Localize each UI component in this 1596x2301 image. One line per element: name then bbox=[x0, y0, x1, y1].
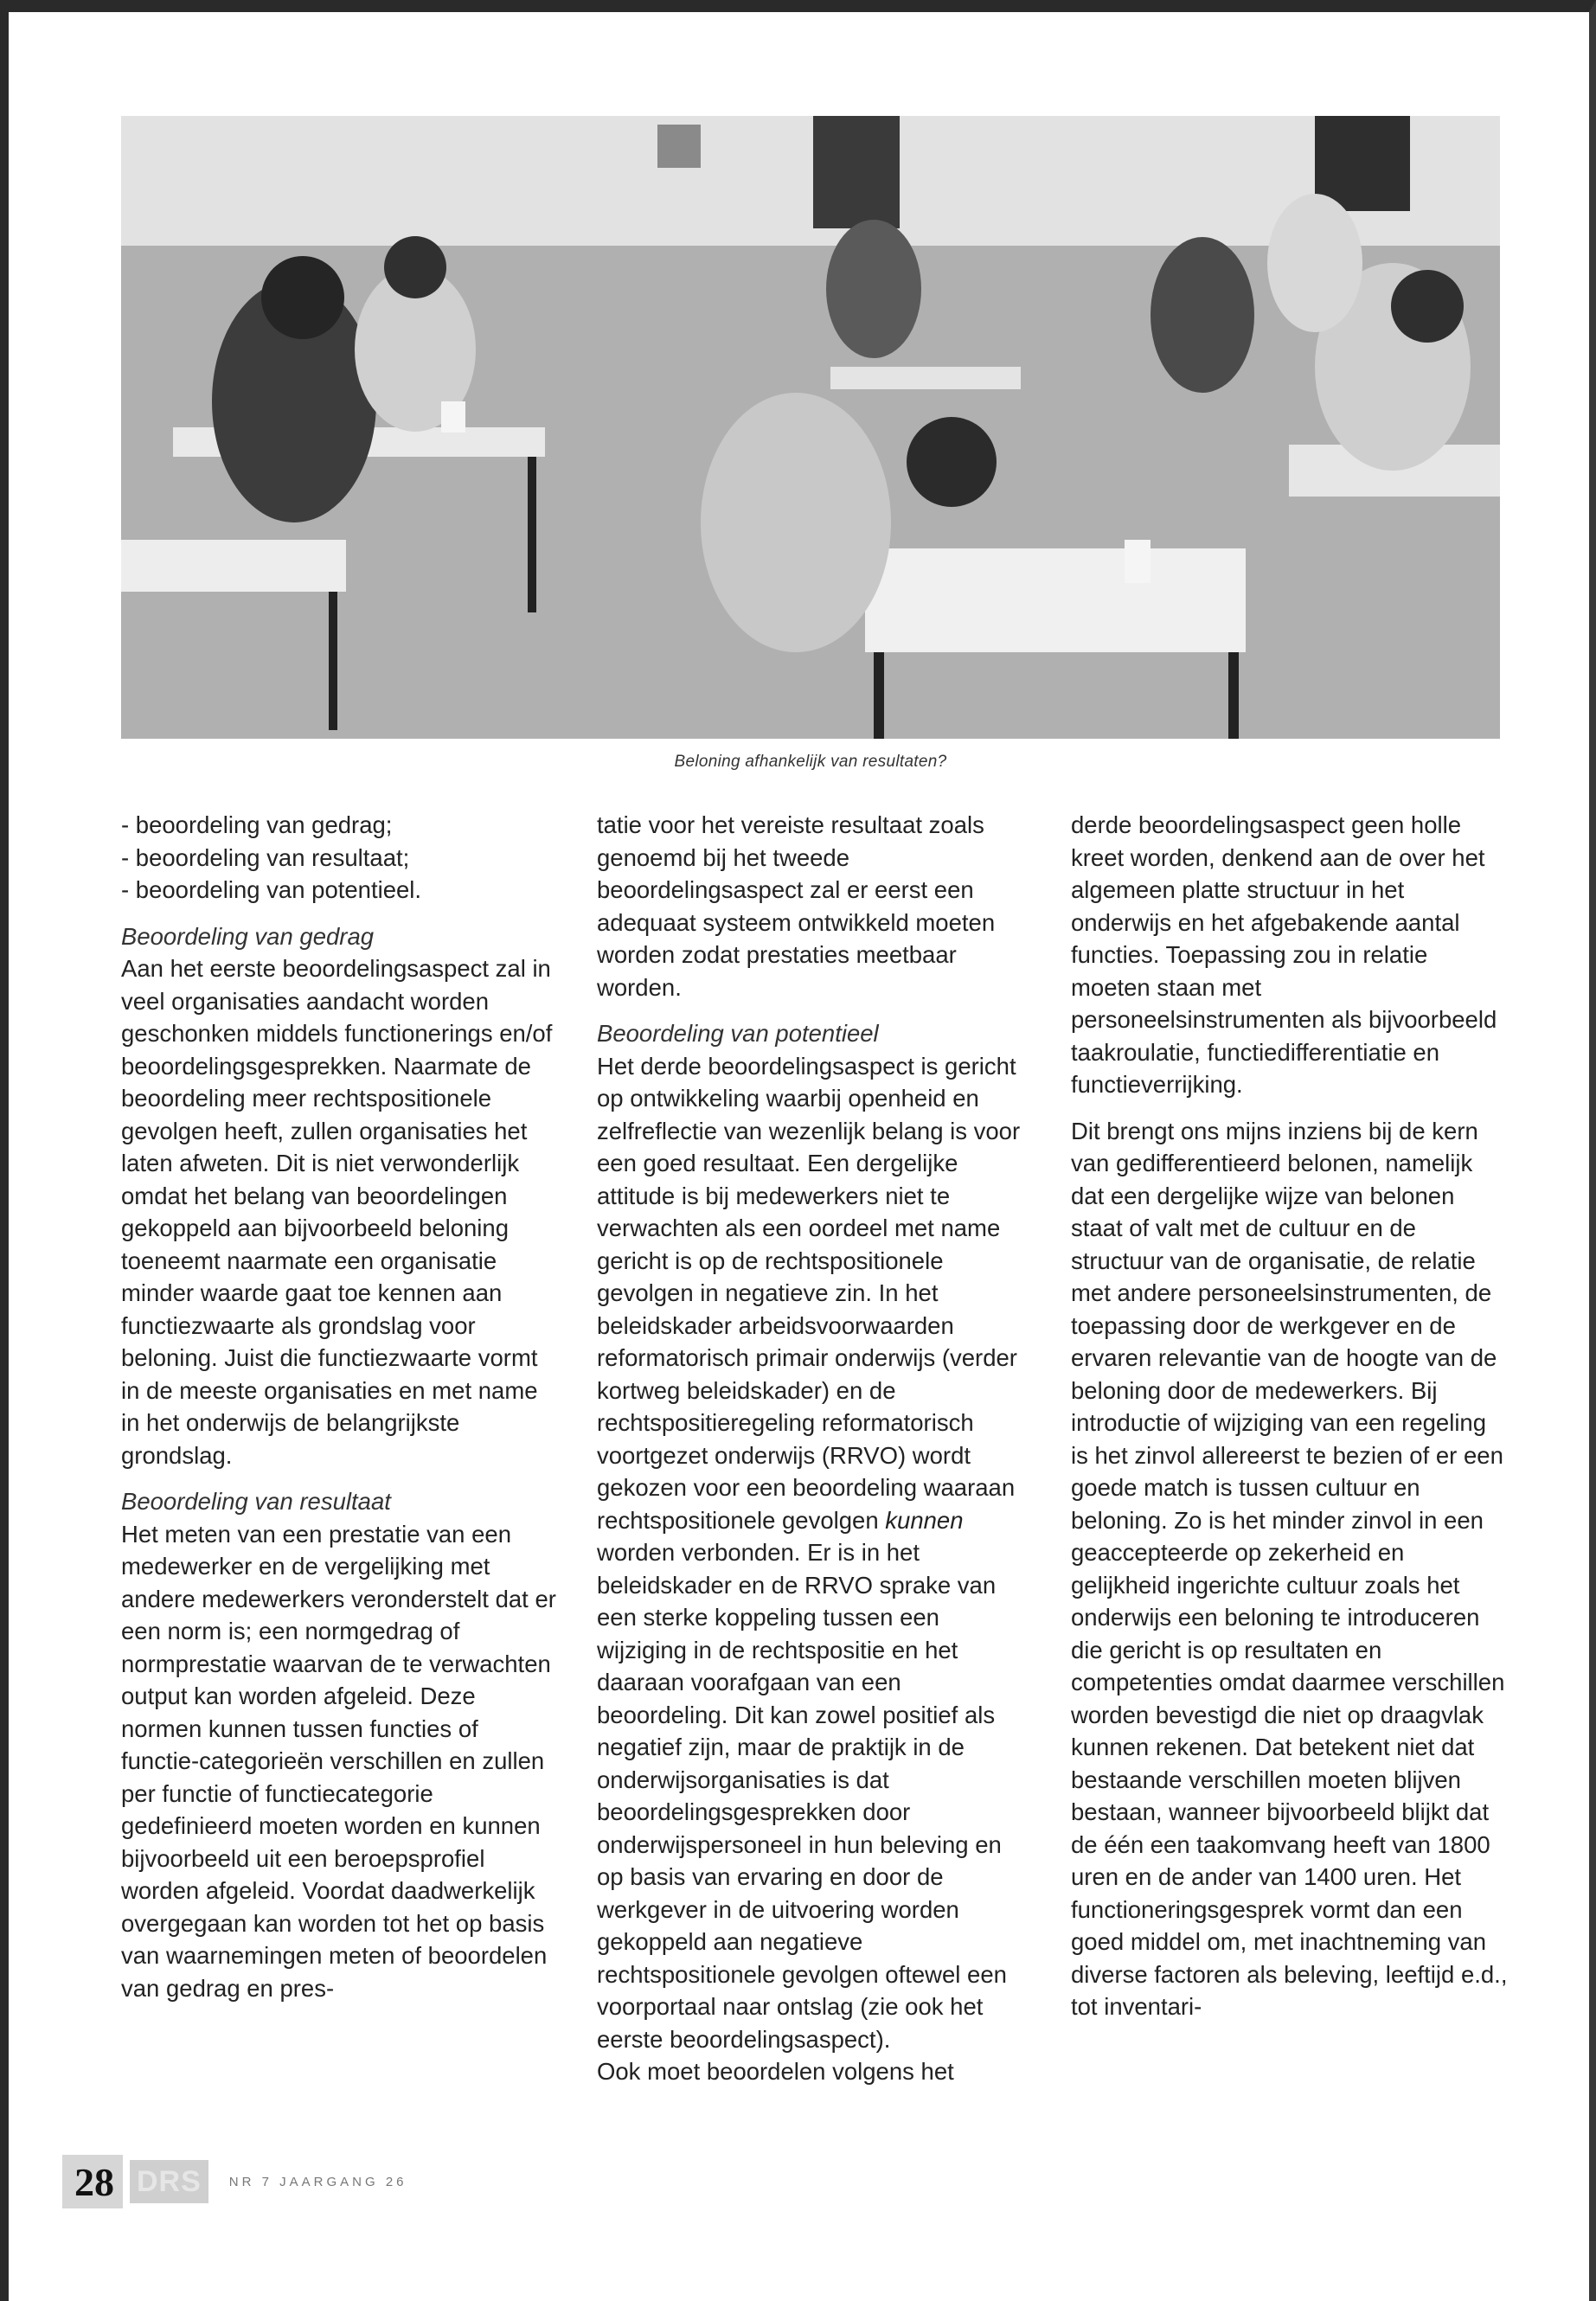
desk-leg bbox=[1228, 652, 1239, 739]
section-body: Het meten van een prestatie van een medewerker en de vergelijking met andere medewerkers veronderstelt dat er een norm is; een normgedrag of normprestatie waarvan de te verwachten output kan worden afgeleid. Deze normen kunnen tussen functies of functie-categorieën verschillen en zullen per functie of functiecategorie gedefinieerd moeten worden en kunnen bijvoorbeeld uit een beroepsprofiel worden afgeleid. Voordat daadwerkelijk overgegaan kan worden tot het op basis van waarnemingen meten of beoordelen van gedrag en pres- bbox=[121, 1520, 556, 2002]
paragraph: Ook moet beoordelen volgens het bbox=[597, 2058, 954, 2085]
text-column-1 bbox=[121, 809, 558, 2018]
student-figure bbox=[1151, 237, 1254, 393]
desk-leg bbox=[528, 457, 536, 612]
student-head bbox=[1391, 270, 1464, 343]
bullet-list bbox=[121, 809, 558, 907]
cup bbox=[1125, 540, 1151, 583]
photo-illustration bbox=[121, 116, 1500, 739]
paragraph: derde beoordelingsaspect geen holle kreet worden, denkend aan de over het algemeen platte structuur in het onderwijs en het afgebakende aantal functies. Toepassing zou in relatie moeten staan met personeelsinstrumenten als bijvoorbeeld taakroulatie, functiedifferentiatie en functieverrijking. bbox=[1071, 811, 1497, 1098]
emphasis-text: kunnen bbox=[885, 1506, 964, 1534]
text-column-3 bbox=[1071, 809, 1508, 2037]
section-body: Aan het eerste beoordelingsaspect zal in veel organisaties aandacht worden geschonken middels functionerings en/of beoordelingsgesprekken. Naarmate de beoordeling meer rechtspositionele gevolgen heeft, zullen organisaties het laten afweten. Dit is niet verwonderlijk omdat het belang van beoordelingen gekoppeld aan bijvoorbeeld beloning toeneemt naarmate een organisatie minder waarde gaat toe kennen aan functiezwaarte als grondslag voor beloning. Juist die functiezwaarte vormt in de meeste organisaties en met name in het onderwijs de belangrijkste grondslag. bbox=[121, 955, 553, 1469]
exam-hall-photo bbox=[121, 116, 1500, 739]
paragraph: tatie voor het vereiste resultaat zoals genoemd bij het tweede beoordelingsaspect zal er eerst een adequaat systeem ontwikkeld moeten worden zodat prestaties meetbaar worden. bbox=[597, 811, 996, 1001]
list-item: - beoordeling van potentieel. bbox=[121, 876, 422, 903]
list-item: - beoordeling van resultaat; bbox=[121, 843, 410, 871]
text-column-2 bbox=[597, 809, 1034, 2102]
student-figure bbox=[826, 220, 921, 358]
desk-leg bbox=[329, 592, 337, 730]
list-item: - beoordeling van gedrag; bbox=[121, 811, 393, 838]
desk-leg bbox=[874, 652, 884, 739]
student-figure bbox=[701, 393, 891, 652]
photo-caption: Beloning afhankelijk van resultaten? bbox=[674, 753, 947, 771]
page-number: 28 bbox=[62, 2155, 123, 2208]
desk bbox=[121, 540, 346, 592]
section-gedrag bbox=[121, 920, 558, 1472]
section-body-continued: worden verbonden. Er is in het beleidskader en de RRVO sprake van een sterke koppeling tussen een wijziging in de rechtspositie en het daaraan voorafgaan van een beoordeling. Dit kan zowel positief als negatief zijn, maar de praktijk in de onderwijsorganisaties is dat beoordelingsgesprekken door onderwijspersoneel in hun beleving en op basis van ervaring en door de werkgever in de uitvoering worden gekoppeld aan negatieve rechtspositionele gevolgen oftewel een voorportaal naar ontslag (zie ook het eerste beoordelingsaspect). bbox=[597, 1539, 1007, 2053]
student-head bbox=[384, 236, 446, 298]
section-heading: Beoordeling van gedrag bbox=[121, 922, 375, 950]
student-figure bbox=[1267, 194, 1362, 332]
section-potentieel bbox=[597, 1017, 1034, 2055]
wall-picture bbox=[657, 125, 701, 168]
doorway-right bbox=[1315, 116, 1410, 211]
cup bbox=[441, 401, 465, 433]
magazine-logo: DRS bbox=[130, 2160, 208, 2203]
issue-info: NR 7 JAARGANG 26 bbox=[228, 2174, 407, 2189]
section-heading: Beoordeling van potentieel bbox=[597, 1020, 879, 1047]
desk bbox=[830, 367, 1021, 389]
doorway bbox=[813, 116, 900, 228]
student-head bbox=[261, 256, 344, 339]
section-resultaat bbox=[121, 1485, 558, 2004]
section-body: Het derde beoordelingsaspect is gericht op ontwikkeling waarbij openheid en zelfreflectie van wezenlijk belang is voor een goed resultaat. Een dergelijke attitude is bij medewerkers niet te verwachten als een oordeel met name gericht is op de rechtspositionele gevolgen in negatieve zin. In het beleidskader arbeidsvoorwaarden reformatorisch primair onderwijs (verder kortweg beleidskader) en de rechtspositieregeling reformatorisch voortgezet onderwijs (RRVO) wordt gekozen voor een beoordeling waaraan rechtspositionele gevolgen bbox=[597, 1052, 1021, 1534]
page-footer bbox=[62, 2154, 581, 2209]
student-head bbox=[907, 417, 997, 507]
desk bbox=[865, 548, 1246, 652]
paragraph: Dit brengt ons mijns inziens bij de kern van gedifferentieerd belonen, namelijk dat een dergelijke wijze van belonen staat of valt met de cultuur en de structuur van de organisatie, de relatie met andere personeelsinstrumenten, de toepassing door de werkgever en de ervaren relevantie van de hoogte van de beloning door de medewerkers. Bij introductie of wijziging van een regeling is het zinvol allereerst te bezien of er een goede match is tussen cultuur en beloning. Zo is het minder zinvol in een geaccepteerde op zekerheid en gelijkheid ingerichte cultuur zoals het onderwijs een beloning te introduceren die gericht is op resultaten en competenties omdat daarmee verschillen worden bevestigd die niet op draagvlak kunnen rekenen. Dat betekent niet dat bestaande verschillen moeten blijven bestaan, wanneer bijvoorbeeld blijkt dat de één een taakomvang heeft van 1800 uren en de ander van 1400 uren. Het functioneringsgesprek vormt dan een goed middel om, met inachtneming van diverse factoren als beleving, leeftijd e.d., tot inventari- bbox=[1071, 1117, 1508, 2020]
section-heading: Beoordeling van resultaat bbox=[121, 1488, 391, 1515]
